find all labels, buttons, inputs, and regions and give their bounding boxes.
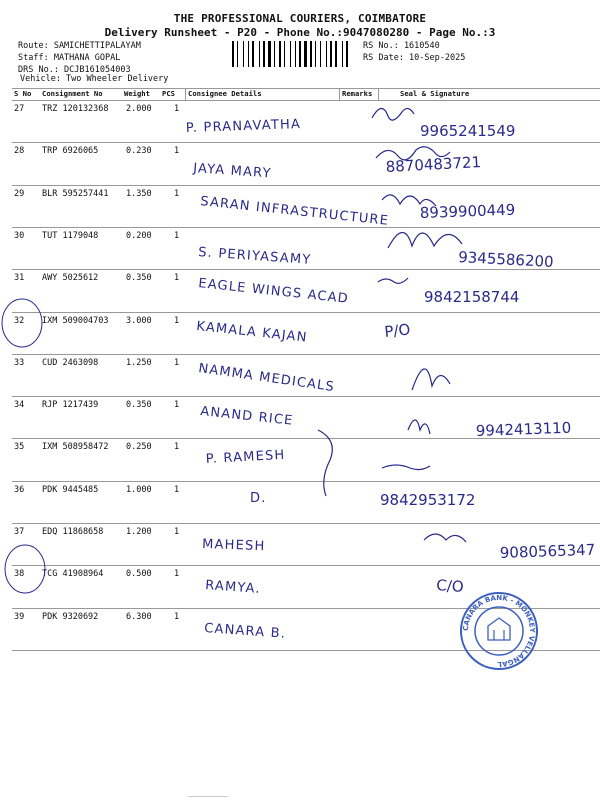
barcode-bar	[272, 41, 273, 67]
consignee-handwriting: S. PERIYASAMY	[197, 245, 312, 268]
table-row	[12, 269, 600, 309]
barcode-bar	[292, 41, 294, 67]
header-divider	[339, 88, 340, 100]
vehicle-label: Vehicle: Two Wheeler Delivery	[20, 74, 169, 84]
barcode-bar	[322, 41, 325, 67]
table-row	[12, 523, 600, 563]
barcode-bar	[302, 41, 303, 67]
row-sno: 31	[14, 273, 25, 284]
barcode-bar	[263, 41, 265, 67]
row-weight: 1.000	[126, 484, 152, 495]
barcode-bar	[297, 41, 298, 67]
row-consignment: TCG 41908964	[42, 569, 104, 580]
signature-handwriting: 8939900449	[419, 200, 516, 222]
barcode-bar	[266, 41, 267, 67]
row-pcs: 1	[174, 484, 180, 495]
signature-handwriting: 9345586200	[457, 248, 555, 271]
col-remarks: Remarks	[342, 89, 373, 98]
barcode-bar	[279, 41, 281, 67]
row-weight: 2.000	[126, 104, 152, 114]
barcode-bar	[330, 41, 332, 67]
row-consignment: AWY 5025612	[42, 273, 99, 284]
row-consignment: PDK 9445485	[42, 484, 99, 495]
barcode-bar	[299, 41, 301, 67]
consignee-handwriting: EAGLE WINGS ACAD	[197, 276, 350, 307]
barcode-bar	[349, 41, 350, 67]
row-consignment: TRZ 120132368	[42, 104, 109, 114]
row-weight: 0.350	[126, 273, 152, 284]
header-divider	[378, 88, 379, 100]
barcode-bar	[315, 41, 316, 67]
barcode-bar	[335, 41, 337, 67]
row-pcs: 1	[174, 315, 180, 326]
table-row	[12, 481, 600, 521]
row-weight: 1.350	[126, 188, 152, 199]
row-consignment: CUD 2463098	[42, 357, 99, 368]
row-pcs: 1	[174, 146, 180, 157]
barcode-bar	[274, 41, 275, 67]
signature-handwriting: 9842953172	[380, 491, 476, 509]
col-seal: Seal & Signature	[400, 89, 470, 98]
consignee-handwriting: KAMALA KAJAN	[195, 319, 309, 346]
barcode-bar	[326, 41, 327, 67]
row-pcs: 1	[174, 104, 180, 114]
barcode-bar	[284, 41, 285, 67]
runsheet-subtitle: Delivery Runsheet - P20 - Phone No.:9047080280 - Page No.:3	[104, 26, 496, 39]
barcode-bar	[237, 41, 238, 67]
row-consignment: TUT 1179048	[42, 230, 99, 241]
rs-number: RS No.: 1610540	[363, 41, 440, 51]
barcode-bar	[243, 41, 244, 67]
barcode-bar	[276, 41, 278, 67]
staff-label: Staff: MATHANA GOPAL	[18, 53, 121, 63]
row-sno: 35	[14, 442, 25, 453]
barcode-bar	[282, 41, 283, 67]
barcode-bar	[338, 41, 341, 67]
consignee-handwriting: P. PRANAVATHA	[185, 116, 302, 136]
barcode-bar	[346, 41, 348, 67]
row-consignment: IXM 508958472	[42, 442, 109, 453]
col-sno: S No	[14, 89, 32, 98]
row-sno: 28	[14, 146, 25, 157]
table-header	[12, 88, 600, 100]
barcode-bar	[239, 41, 242, 67]
row-sno: 37	[14, 527, 25, 537]
barcode-bar	[317, 41, 319, 67]
barcode-bar	[268, 41, 271, 67]
table-row	[12, 312, 600, 352]
barcode-bar	[342, 41, 343, 67]
signature-handwriting: 9080565347	[499, 540, 596, 562]
row-sno: 33	[14, 357, 25, 368]
row-consignment: PDK 9320692	[42, 611, 99, 622]
barcode-bar	[308, 41, 309, 67]
svg-text:CANARA BANK - MONKEY VELLANGAL: CANARA BANK - MONKEY VELLANGAL	[461, 593, 537, 669]
route-label: Route: SAMICHETTIPALAYAM	[18, 41, 141, 51]
barcode-bar	[290, 41, 291, 67]
row-pcs: 1	[174, 611, 180, 622]
company-title: THE PROFESSIONAL COURIERS, COIMBATORE	[173, 12, 427, 25]
row-consignment: BLR 595257441	[42, 188, 109, 199]
col-consignee: Consignee Details	[188, 89, 262, 98]
barcode-bar	[250, 41, 251, 67]
consignee-handwriting: MAHESH	[201, 537, 266, 555]
barcode-bar	[259, 41, 260, 67]
table-row	[12, 100, 600, 140]
row-consignment: EDQ 11868658	[42, 527, 104, 537]
signature-handwriting: C/O	[435, 576, 465, 596]
row-weight: 6.300	[126, 611, 152, 622]
table-row	[12, 185, 600, 225]
table-row	[12, 354, 600, 394]
table-row	[12, 227, 600, 267]
consignee-handwriting: NAMMA MEDICALS	[197, 361, 336, 396]
signature-handwriting: 8870483721	[385, 153, 482, 176]
barcode-bar	[261, 41, 262, 67]
barcode-bar	[232, 41, 234, 67]
consignee-handwriting: SARAN INFRASTRUCTURE	[199, 194, 390, 229]
bank-stamp	[458, 590, 540, 672]
signature-handwriting: P/O	[383, 320, 412, 341]
consignee-handwriting: ANAND RICE	[199, 404, 295, 429]
row-consignment: IXM 509004703	[42, 315, 109, 326]
row-weight: 1.250	[126, 357, 152, 368]
barcode-bar	[304, 41, 307, 67]
signature-handwriting: 9965241549	[420, 122, 516, 140]
barcode-bar	[328, 41, 329, 67]
row-sno: 34	[14, 400, 25, 411]
barcode-bar	[313, 41, 314, 67]
row-weight: 3.000	[126, 315, 152, 326]
row-sno: 38	[14, 569, 25, 580]
barcode-bar	[344, 41, 345, 67]
row-weight: 0.350	[126, 400, 152, 411]
signature-handwriting: 9942413110	[475, 418, 572, 440]
row-weight: 0.200	[126, 230, 152, 241]
consignee-handwriting: D.	[250, 491, 267, 506]
signature-handwriting: 9842158744	[424, 288, 520, 306]
col-pcs: PCS	[162, 89, 175, 98]
barcode-bar	[248, 41, 249, 67]
row-sno: 29	[14, 188, 25, 199]
footer-mark	[188, 796, 228, 797]
row-sno: 32	[14, 315, 25, 326]
row-sno: 30	[14, 230, 25, 241]
drs-number: DRS No.: DCJB161054003	[18, 65, 131, 75]
row-weight: 0.250	[126, 442, 152, 453]
col-weight: Weight	[124, 89, 150, 98]
consignee-handwriting: P. RAMESH	[205, 447, 286, 467]
row-sno: 39	[14, 611, 25, 622]
barcode-bar	[252, 41, 254, 67]
row-consignment: RJP 1217439	[42, 400, 99, 411]
row-consignment: TRP 6926065	[42, 146, 99, 157]
barcode-image	[232, 41, 356, 67]
consignee-handwriting: CANARA B.	[203, 621, 287, 642]
table-row	[12, 396, 600, 436]
row-weight: 0.230	[126, 146, 152, 157]
row-sno: 36	[14, 484, 25, 495]
header-divider	[185, 88, 186, 100]
consignee-handwriting: JAYA MARY	[192, 161, 273, 182]
row-pcs: 1	[174, 357, 180, 368]
col-consignment: Consignment No	[42, 89, 103, 98]
barcode-bar	[235, 41, 236, 67]
row-pcs: 1	[174, 527, 180, 537]
table-row	[12, 142, 600, 182]
row-pcs: 1	[174, 442, 180, 453]
row-weight: 0.500	[126, 569, 152, 580]
row-weight: 1.200	[126, 527, 152, 537]
barcode-bar	[245, 41, 247, 67]
row-sno: 27	[14, 104, 25, 114]
rs-date: RS Date: 10-Sep-2025	[363, 53, 466, 63]
row-pcs: 1	[174, 569, 180, 580]
row-pcs: 1	[174, 273, 180, 284]
barcode-bar	[310, 41, 312, 67]
table-row	[12, 438, 600, 478]
barcode-bar	[320, 41, 321, 67]
row-pcs: 1	[174, 400, 180, 411]
row-pcs: 1	[174, 188, 180, 199]
barcode-bar	[255, 41, 258, 67]
barcode-bar	[286, 41, 289, 67]
consignee-handwriting: RAMYA.	[204, 578, 262, 597]
row-pcs: 1	[174, 230, 180, 241]
barcode-bar	[295, 41, 296, 67]
barcode-bar	[333, 41, 334, 67]
